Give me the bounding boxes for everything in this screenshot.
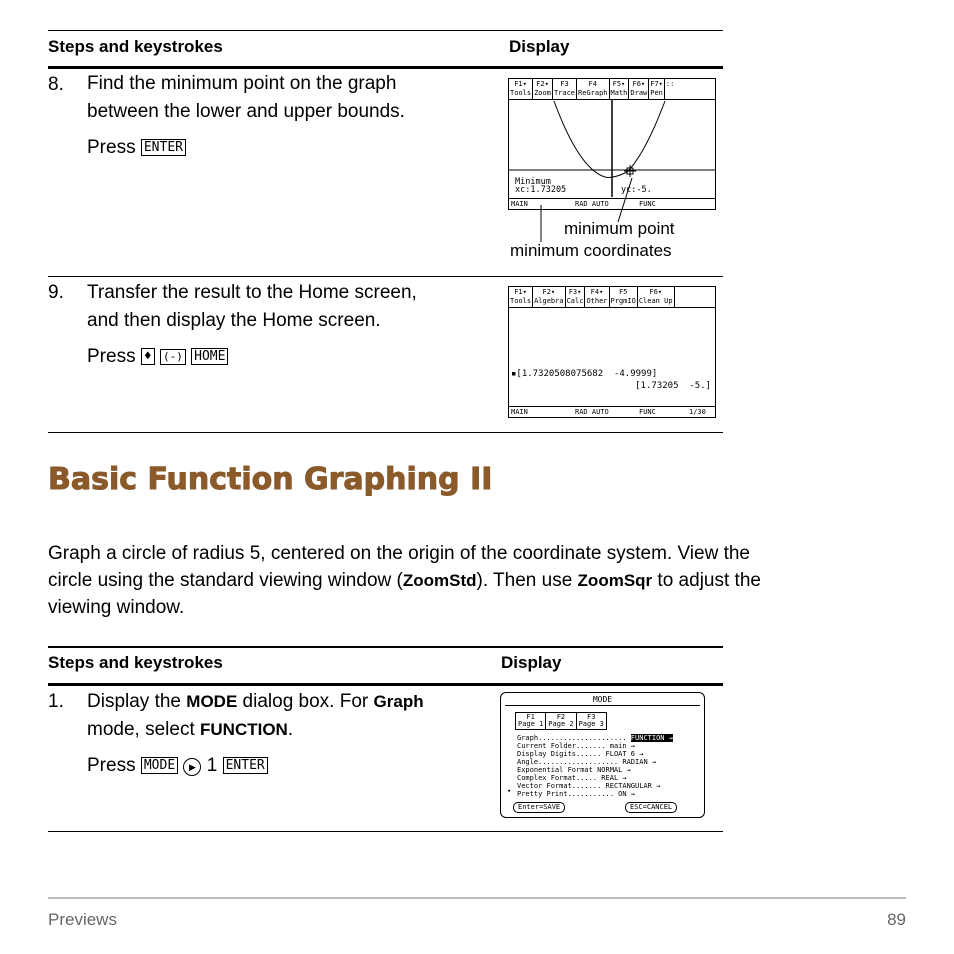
step-8-line1: Find the minimum point on the graph (87, 73, 397, 94)
step-9-press-line (87, 343, 417, 371)
step-text: mode, select (87, 719, 200, 740)
row-divider-8-9 (48, 276, 723, 277)
row-label: Complex Format..... (517, 774, 598, 782)
enter-key: ENTER (223, 757, 268, 774)
callout-minimum-point: minimum point (564, 219, 675, 238)
mode-key: MODE (141, 757, 178, 774)
row-value: FLOAT 6 → (605, 750, 644, 758)
toolbar-f1: F1▾ Tools (510, 80, 532, 97)
step-9-number: 9. (48, 282, 64, 303)
diamond-key: ♦ (141, 348, 155, 365)
row-value: REAL → (601, 774, 627, 782)
press-label: Press (87, 346, 136, 367)
mode-row-graph (517, 734, 673, 742)
row-label: Exponential Format (517, 766, 593, 774)
toolbar-more: :: (665, 80, 675, 88)
scroll-down-icon: ▾ (507, 787, 512, 795)
home-toolbar (509, 287, 715, 308)
status-mode: RAD AUTO (575, 408, 609, 416)
row-label: Vector Format....... (517, 782, 602, 790)
step-8-press-line (87, 134, 405, 162)
mode-term: MODE (186, 692, 238, 711)
press-label: Press (87, 137, 136, 158)
step-1-text (87, 688, 424, 780)
toolbar-f3: F3▾ Calc (566, 288, 584, 305)
status-func: FUNC (639, 200, 656, 208)
row-label: Current Folder....... (517, 742, 606, 750)
row-value: RADIAN → (622, 758, 657, 766)
table2-header-steps: Steps and keystrokes (48, 653, 223, 672)
table2-header-display: Display (501, 653, 562, 672)
toolbar-f2: F2▾ Algebra (534, 288, 564, 305)
row-value: main → (609, 742, 636, 750)
intro-line2 (48, 567, 898, 594)
negative-key: (-) (160, 349, 186, 365)
toolbar-f4: F4▾ Other (586, 288, 608, 305)
toolbar-f5: F5▾ Math (610, 80, 628, 97)
mode-row-digits (517, 750, 643, 758)
cancel-button: ESC=CANCEL (625, 802, 677, 813)
intro-line3: viewing window. (48, 597, 185, 618)
mode-row-angle (517, 758, 656, 766)
toolbar-f7: F7▾ Pen (650, 80, 663, 97)
row-label: Pretty Print........... (517, 790, 614, 798)
step-1-number: 1. (48, 691, 64, 712)
step-9-line2: and then display the Home screen. (87, 310, 381, 331)
graph-term: Graph (373, 692, 424, 711)
toolbar-f6: F6▾ Draw (630, 80, 648, 97)
step-text: dialog box. For (237, 691, 374, 712)
mode-row-vector (517, 782, 660, 790)
point-callout-line (618, 178, 632, 222)
row-value: FUNCTION → (630, 734, 673, 742)
step-8-line2: between the lower and upper bounds. (87, 101, 405, 122)
status-main: MAIN (511, 200, 528, 208)
table1-header-display: Display (509, 37, 570, 56)
minimum-label: Minimum (515, 177, 551, 187)
zoomstd-term: ZoomStd (402, 571, 477, 590)
step-9-text (87, 279, 417, 371)
one-key: 1 (206, 755, 218, 776)
row-label: Display Digits...... (517, 750, 602, 758)
zoomsqr-term: ZoomSqr (577, 571, 653, 590)
toolbar-f1: F1▾ Tools (510, 288, 532, 305)
step-text: . (287, 719, 294, 740)
step-1-press-line (87, 752, 424, 780)
section-title: Basic Function Graphing II (48, 462, 493, 497)
tab-page-2: F2 Page 2 (546, 713, 576, 729)
intro-text: circle using the standard viewing window ( (48, 570, 403, 591)
mode-row-folder (517, 742, 635, 750)
home-screen (508, 286, 716, 418)
enter-key: ENTER (141, 139, 186, 156)
press-label: Press (87, 755, 136, 776)
step-text: Display the (87, 691, 187, 712)
status-main: MAIN (511, 408, 528, 416)
title-rule (505, 705, 700, 706)
row-value: NORMAL → (597, 766, 631, 774)
section-intro (48, 540, 898, 621)
home-entry-line: ▪[1.7320508075682 -4.9999] (511, 369, 658, 379)
callout-minimum-coordinates: minimum coordinates (510, 241, 672, 260)
row-label: Graph..................... (517, 734, 627, 742)
table1-bottom-rule (48, 432, 723, 433)
step-1-line2 (87, 716, 424, 744)
page-number: 89 (887, 910, 906, 929)
step-9-line1: Transfer the result to the Home screen, (87, 282, 417, 303)
row-value: RECTANGULAR → (605, 782, 661, 790)
table1-header-rule (48, 66, 723, 69)
yc-readout: yc:-5. (621, 185, 652, 195)
tab-page-1: F1 Page 1 (516, 713, 546, 729)
toolbar-f4: F4 ReGraph (578, 80, 608, 97)
intro-line1: Graph a circle of radius 5, centered on the origin of the coordinate system. View the (48, 543, 750, 564)
toolbar-f6: F6▾ Clean Up (638, 288, 673, 305)
graph-toolbar (509, 79, 715, 100)
home-status-bar (509, 406, 715, 417)
xc-readout: xc:1.73205 (515, 185, 567, 195)
toolbar-f2: F2▾ Zoom (534, 80, 551, 97)
mode-row-pretty-print (517, 790, 635, 798)
mode-dialog-title: MODE (592, 695, 613, 704)
row-label: Angle................... (517, 758, 619, 766)
table2-header-rule (48, 683, 723, 686)
status-func: FUNC (639, 408, 656, 416)
intro-text: to adjust the (652, 570, 761, 591)
table1-header-steps: Steps and keystrokes (48, 37, 223, 56)
mode-dialog-screen (500, 692, 705, 818)
home-key: HOME (191, 348, 228, 365)
footer-section-name: Previews (48, 910, 117, 929)
intro-text: ). Then use (476, 570, 578, 591)
function-term: FUNCTION (200, 720, 288, 739)
table2-bottom-rule (48, 831, 723, 832)
status-history: 1/30 (689, 408, 706, 416)
save-button: Enter=SAVE (513, 802, 565, 813)
toolbar-f5: F5 PrgmIO (610, 288, 636, 305)
step-8-text (87, 70, 405, 162)
right-arrow-key: ▶ (183, 758, 201, 776)
mode-row-exponential (517, 766, 631, 774)
step-1-line1 (87, 688, 424, 716)
table2-top-rule (48, 646, 723, 648)
mode-page-tabs (515, 712, 607, 730)
toolbar-f3: F3 Trace (553, 80, 576, 97)
status-mode: RAD AUTO (575, 200, 609, 208)
tab-page-3: F3 Page 3 (578, 713, 604, 728)
row-value: ON → (618, 790, 636, 798)
home-result-line: [1.73205 -5.] (635, 381, 711, 391)
table1-top-rule (48, 30, 723, 31)
step-8-number: 8. (48, 74, 64, 95)
mode-row-complex (517, 774, 627, 782)
footer-rule (48, 897, 906, 899)
